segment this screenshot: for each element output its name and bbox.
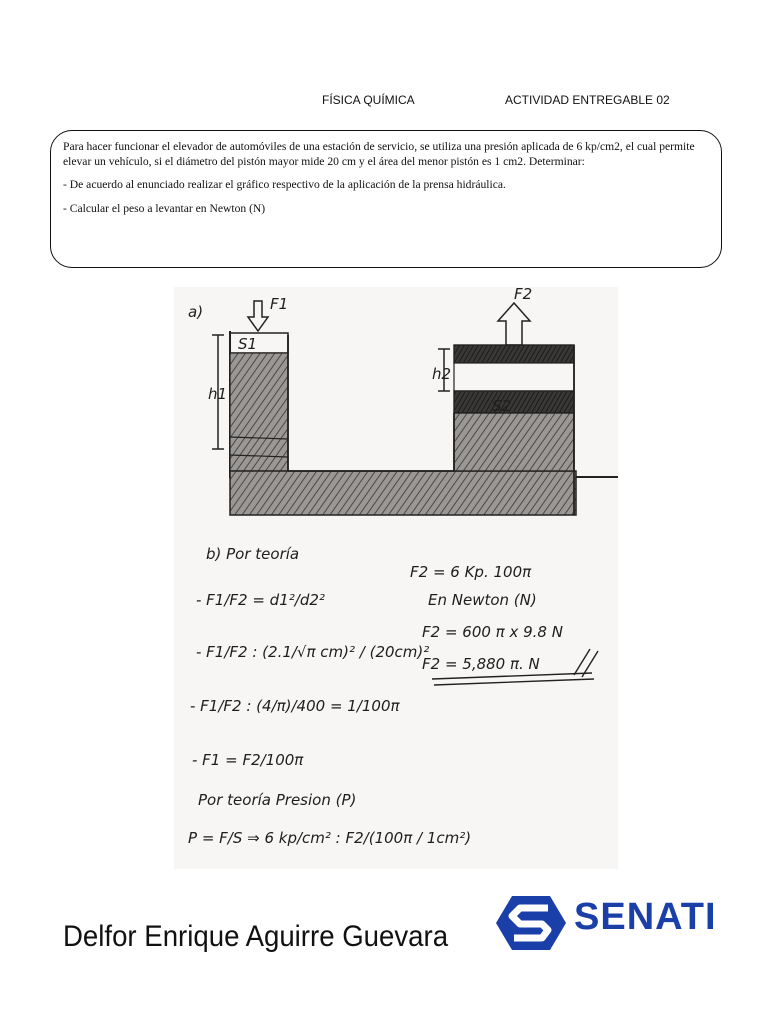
result-f2-times-g: F2 = 600 π x 9.8 N [422,623,563,641]
result-f2-kp: F2 = 6 Kp. 100π [410,563,532,581]
result-newton-label: En Newton (N) [428,591,537,609]
problem-statement-box [50,130,722,268]
handwritten-solution-photo [174,287,618,869]
s1-label: S1 [238,335,258,353]
problem-intro: Para hacer funcionar el elevador de automóviles de una estación de servicio, se utiliza una presión aplicada de 6 kp/cm2, el cual permite elevar un vehículo, si el diámetro del pistón mayor mide 20 cm y el área del menor pistón es 1 cm2. Determinar: [63,140,695,168]
eq-simplify: - F1/F2 : (4/π)/400 = 1/100π [190,697,400,715]
pressure-equation: P = F/S ⇒ 6 kp/cm² : F2/(100π / 1cm²) [188,829,472,847]
subject-title: FÍSICA QUÍMICA [322,93,415,107]
author-name: Delfor Enrique Aguirre Guevara [63,920,449,953]
senati-logo-text: SENATI [574,896,717,938]
part-a-label: a) [188,303,204,321]
task-graph: - De acuerdo al enunciado realizar el gráfico respectivo de la aplicación de la prensa hidráulica. [63,178,506,191]
handwritten-solution-drawing [174,287,618,869]
s2-label: S2 [492,397,512,415]
theory-pressure: Por teoría Presion (P) [198,791,357,809]
h2-label: h2 [432,365,452,383]
h1-label: h1 [208,385,228,403]
f2-label: F2 [514,287,533,303]
f1-label: F1 [270,295,289,313]
task-calculate: - Calcular el peso a levantar en Newton (N) [63,201,266,215]
activity-title: ACTIVIDAD ENTREGABLE 02 [505,93,670,107]
eq-f1: - F1 = F2/100π [192,751,304,769]
eq-substitution: - F1/F2 : (2.1/√π cm)² / (20cm)² [196,643,430,661]
part-b-label: b) Por teoría [206,545,300,563]
result-f2-final: F2 = 5,880 π. N [422,655,540,673]
eq-ratio-diameters: - F1/F2 = d1²/d2² [196,591,325,609]
